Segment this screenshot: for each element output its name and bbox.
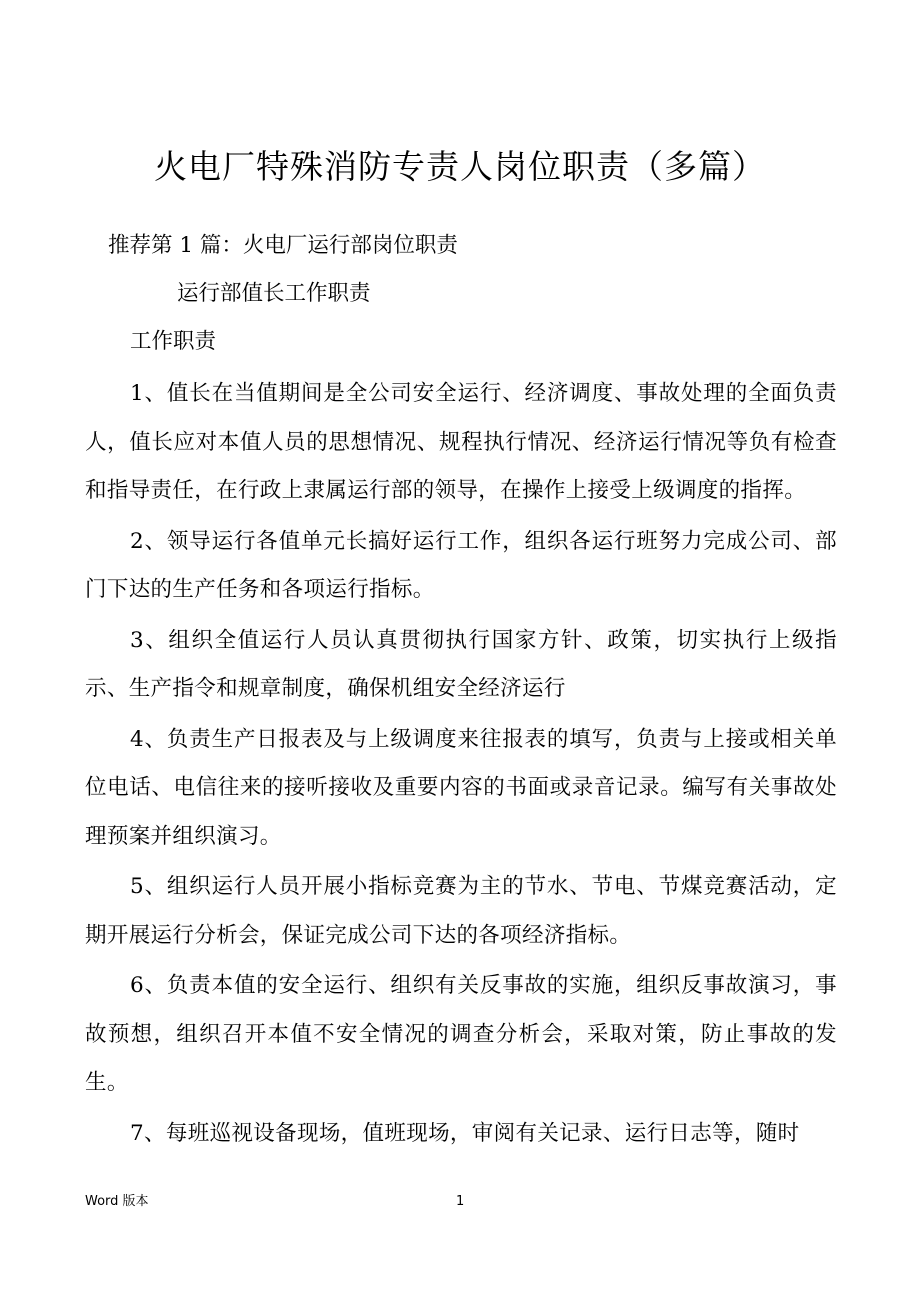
page-number: 1 — [456, 1194, 465, 1209]
body-paragraph-5: 5、组织运行人员开展小指标竞赛为主的节水、节电、节煤竞赛活动，定期开展运行分析会，保证完成公司下达的各项经济指标。 — [85, 874, 837, 948]
section-title: 运行部值长工作职责 — [177, 281, 371, 306]
footer-label: Word 版本 — [85, 1194, 149, 1209]
body-paragraph-4: 4、负责生产日报表及与上级调度来往报表的填写，负责与上接或相关单位电话、电信往来的接听接收及重要内容的书面或录音记录。编写有关事故处理预案并组织演习。 — [85, 726, 837, 849]
recommend-heading: 推荐第 1 篇：火电厂运行部岗位职责 — [108, 233, 458, 258]
body-paragraph-7: 7、每班巡视设备现场，值班现场，审阅有关记录、运行日志等，随时 — [130, 1120, 800, 1146]
document-title: 火电厂特殊消防专责人岗位职责（多篇） — [154, 147, 766, 186]
body-paragraph-3: 3、组织全值运行人员认真贯彻执行国家方针、政策，切实执行上级指示、生产指令和规章制度，确保机组安全经济运行 — [85, 627, 837, 701]
body-paragraph-1: 1、值长在当值期间是全公司安全运行、经济调度、事故处理的全面负责人，值长应对本值人员的思想情况、规程执行情况、经济运行情况等负有检查和指导责任，在行政上隶属运行部的领导，在操作上接受上级调度的指挥。 — [85, 381, 837, 503]
body-paragraph-2: 2、领导运行各值单元长搞好运行工作，组织各运行班努力完成公司、部门下达的生产任务和各项运行指标。 — [85, 528, 837, 602]
subsection-title: 工作职责 — [130, 329, 217, 354]
body-paragraph-6: 6、负责本值的安全运行、组织有关反事故的实施，组织反事故演习，事故预想，组织召开本值不安全情况的调查分析会，采取对策，防止事故的发生。 — [85, 973, 837, 1095]
document-body — [85, 370, 837, 1160]
